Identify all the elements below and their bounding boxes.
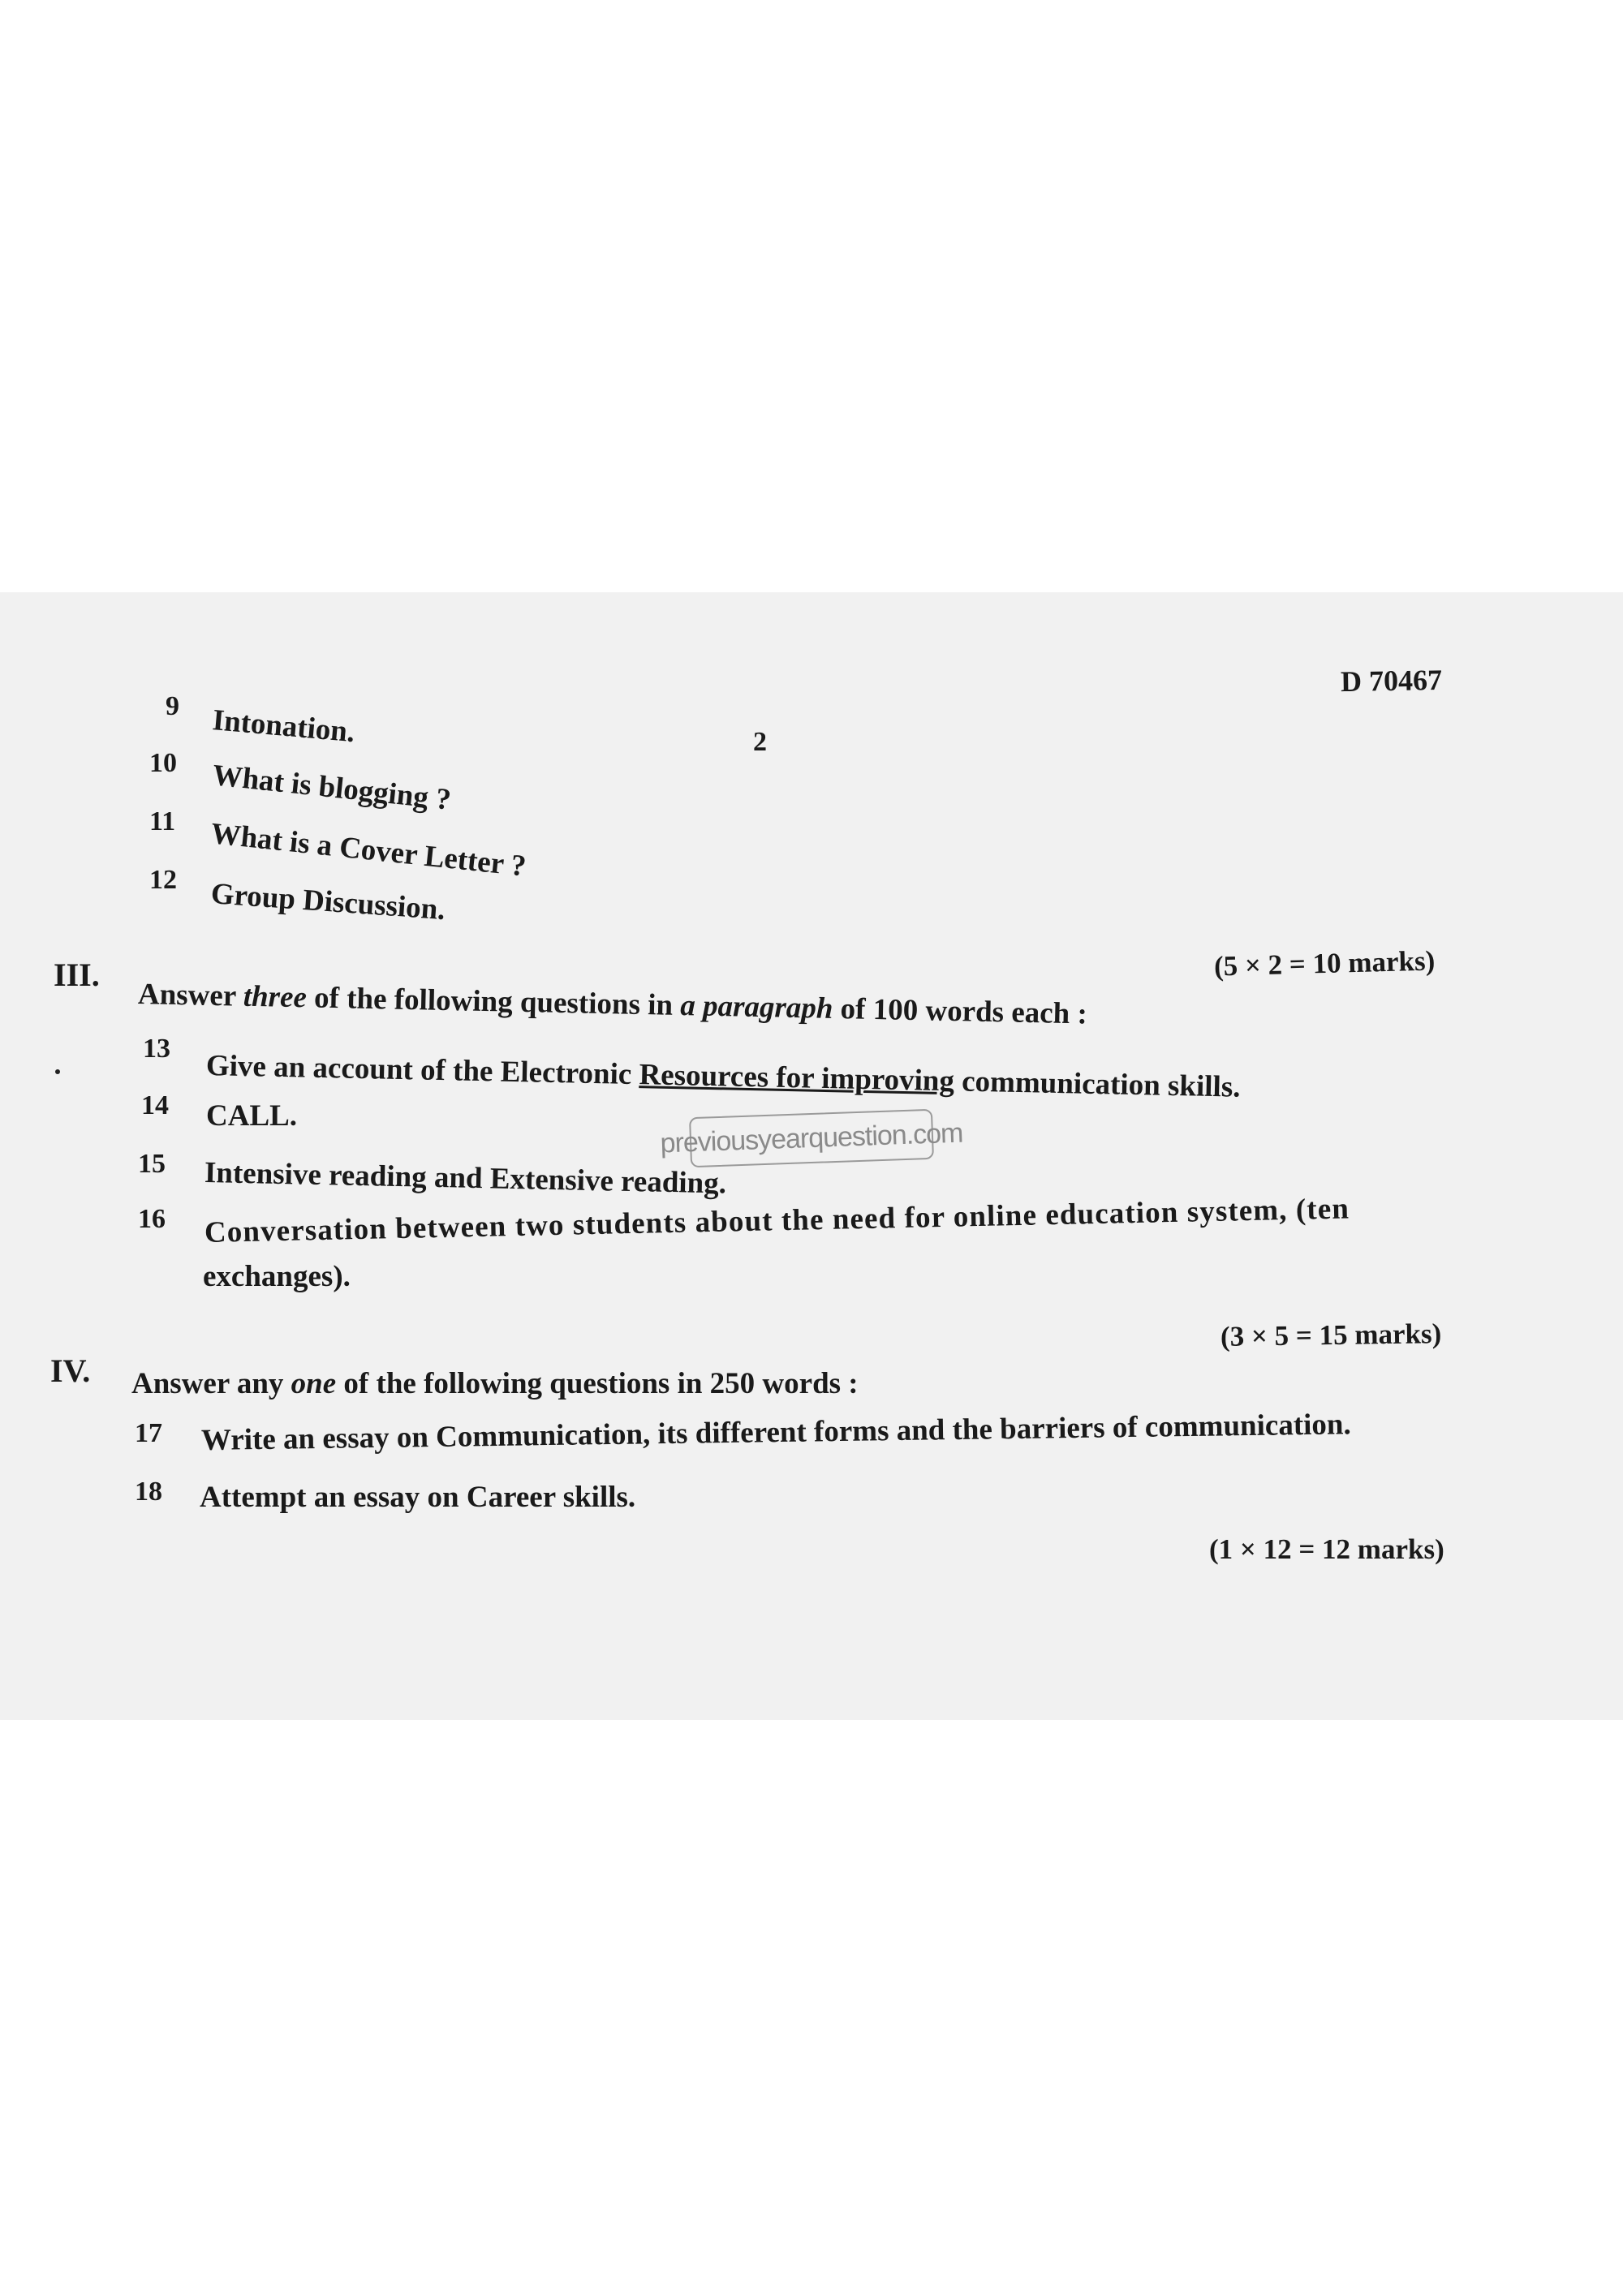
question-text-15: Intensive reading and Extensive reading. — [204, 1156, 727, 1201]
section-iii-instruction-d: a paragraph — [679, 989, 833, 1025]
question-text-13-underlined: Resources for improving — [639, 1058, 955, 1099]
question-text-16-line1: Conversation between two students about the need for online education system, (ten — [204, 1192, 1350, 1249]
question-number-14: 14 — [141, 1090, 169, 1120]
question-number-13: 13 — [143, 1034, 170, 1064]
question-text-18: Attempt an essay on Career skills. — [200, 1481, 636, 1514]
question-text-17: Write an essay on Communication, its different forms and the barriers of communication. — [200, 1408, 1352, 1457]
section-iv-numeral: IV. — [50, 1352, 91, 1389]
question-number-15: 15 — [138, 1149, 166, 1179]
stray-mark-dot — [55, 1069, 60, 1074]
question-text-9: Intonation. — [211, 703, 356, 750]
question-text-11: What is a Cover Letter ? — [209, 817, 528, 884]
question-number-16: 16 — [138, 1204, 166, 1234]
section-iv-instruction-a: Answer any — [131, 1367, 291, 1400]
section-iv-instruction-b: one — [291, 1367, 337, 1400]
question-text-16-line2: exchanges). — [203, 1260, 351, 1293]
question-text-13-part2: communication skills. — [954, 1064, 1241, 1104]
section-iv-instruction — [131, 1366, 859, 1401]
question-text-14: CALL. — [206, 1099, 298, 1133]
question-text-13 — [206, 1048, 1241, 1105]
document-code: D 70467 — [1340, 663, 1443, 699]
section-iii-instruction — [138, 977, 1088, 1031]
section-ii-marks: (5 × 2 = 10 marks) — [1213, 944, 1436, 982]
section-iii-instruction-a: Answer — [137, 978, 244, 1013]
section-iv-marks: (1 × 12 = 12 marks) — [1209, 1533, 1444, 1565]
question-text-10: What is blogging ? — [210, 759, 453, 817]
section-iii-marks: (3 × 5 = 15 marks) — [1220, 1318, 1442, 1352]
question-text-13-part1: Give an account of the Electronic — [205, 1049, 639, 1092]
question-text-12: Group Discussion. — [209, 877, 446, 927]
section-iii-instruction-e: of 100 words each : — [832, 991, 1088, 1031]
question-number-9: 9 — [166, 691, 179, 721]
question-number-11: 11 — [149, 806, 176, 836]
question-number-10: 10 — [149, 748, 177, 778]
section-iii-instruction-c: of the following questions in — [306, 981, 681, 1022]
section-iii-numeral: III. — [54, 957, 100, 993]
page-number: 2 — [753, 727, 767, 757]
question-number-18: 18 — [135, 1477, 162, 1507]
question-number-17: 17 — [135, 1418, 162, 1448]
section-iv-instruction-c: of the following questions in 250 words : — [336, 1367, 859, 1400]
watermark-logo: previousyearquestion.com — [689, 1109, 934, 1167]
question-number-12: 12 — [149, 865, 177, 895]
section-iii-instruction-b: three — [243, 979, 308, 1015]
